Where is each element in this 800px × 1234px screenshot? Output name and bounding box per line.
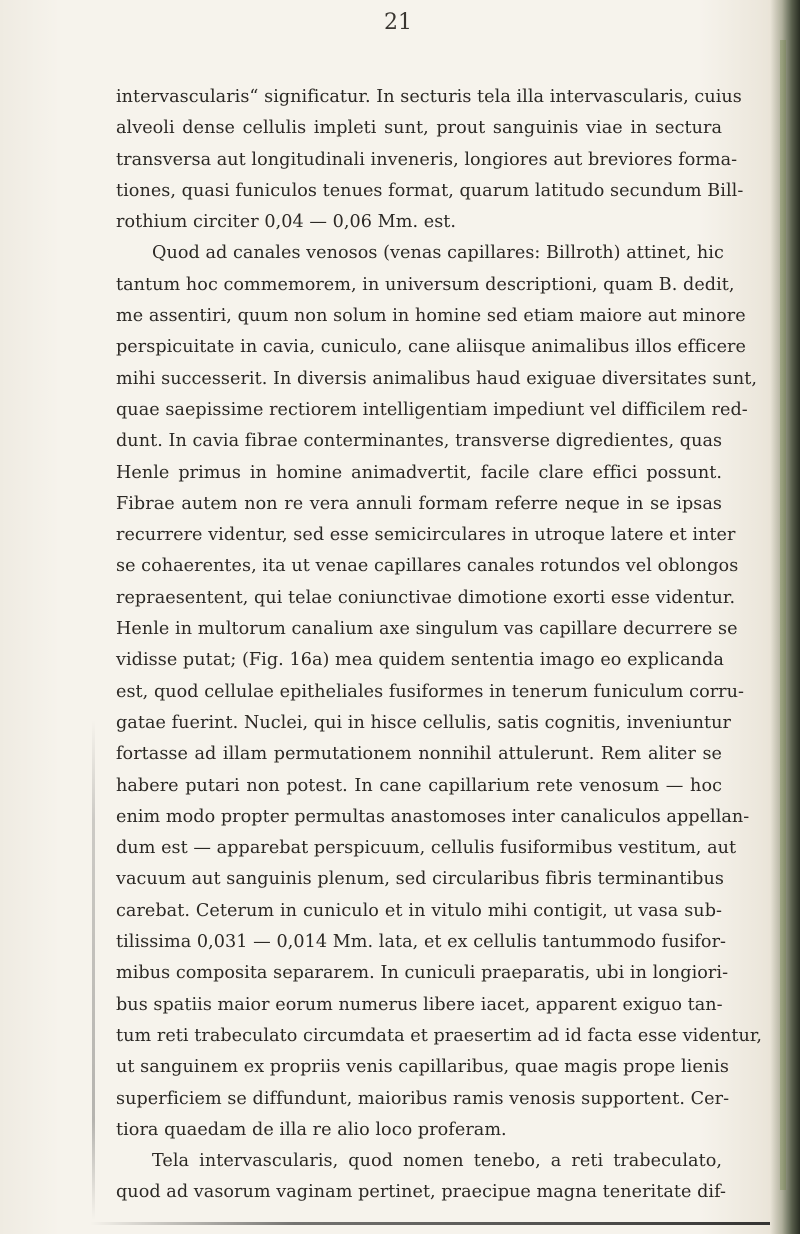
text-line: repraesentent, qui telae coniunctivae dimotione exorti esse videntur. <box>116 587 736 608</box>
bottom-edge-shadow <box>90 1222 770 1225</box>
text-line: tum reti trabeculato circumdata et praesertim ad id facta esse videntur, <box>116 1025 763 1046</box>
text-line: mihi successerit. In diversis animalibus haud exiguae diversitates sunt, <box>116 368 757 389</box>
text-line: mibus composita separarem. In cuniculi praeparatis, ubi in longiori- <box>116 963 729 984</box>
binding-edge-tint <box>780 40 786 1190</box>
text-line: tiones, quasi funiculos tenues format, quarum latitudo secundum Bill- <box>116 180 744 201</box>
margin-shadow <box>92 720 95 1220</box>
text-line: me assentiri, quum non solum in homine sed etiam maiore aut minore <box>116 306 746 327</box>
text-line: perspicuitate in cavia, cuniculo, cane aliisque animalibus illos efficere <box>116 337 746 358</box>
text-line: dunt. In cavia fibrae conterminantes, transverse digredientes, quas <box>116 431 723 452</box>
text-line: rothium circiter 0,04 — 0,06 Mm. est. <box>116 212 457 233</box>
text-line: quod ad vasorum vaginam pertinet, praecipue magna teneritate dif- <box>116 1182 727 1203</box>
text-line: recurrere videntur, sed esse semicirculares in utroque latere et inter <box>116 525 736 546</box>
text-line: superficiem se diffundunt, maioribus ramis venosis supportent. Cer- <box>116 1088 730 1109</box>
text-line: ut sanguinem ex propriis venis capillaribus, quae magis prope lienis <box>116 1057 729 1078</box>
text-line: fortasse ad illam permutationem nonnihil attulerunt. Rem aliter se <box>116 744 722 765</box>
text-line: se cohaerentes, ita ut venae capillares canales rotundos vel oblongos <box>116 556 739 577</box>
binding-edge <box>770 0 800 1234</box>
text-line: tilissima 0,031 — 0,014 Mm. lata, et ex cellulis tantummodo fusifor- <box>116 932 727 953</box>
text-line: alveoli dense cellulis impleti sunt, prout sanguinis viae in sectura <box>116 118 722 139</box>
page-number: 21 <box>384 10 412 35</box>
text-line: Fibrae autem non re vera annuli formam referre neque in se ipsas <box>116 493 722 514</box>
text-line: tantum hoc commemorem, in universum descriptioni, quam B. dedit, <box>116 274 735 295</box>
text-line: enim modo propter permultas anastomoses inter canaliculos appellan- <box>116 806 750 827</box>
text-line: carebat. Ceterum in cuniculo et in vitulo mihi contigit, ut vasa sub- <box>116 900 722 921</box>
paragraph-start-line: Tela intervascularis, quod nomen tenebo, a reti trabeculato, <box>152 1151 722 1172</box>
text-line: Henle primus in homine animadvertit, facile clare effici possunt. <box>116 462 722 483</box>
text-line: est, quod cellulae epitheliales fusiformes in tenerum funiculum corru- <box>116 681 745 702</box>
text-line: quae saepissime rectiorem intelligentiam impediunt vel difficilem red- <box>116 399 748 420</box>
text-line: habere putari non potest. In cane capillarium rete venosum — hoc <box>116 775 722 796</box>
text-line: dum est — apparebat perspicuum, cellulis fusiformibus vestitum, aut <box>116 838 737 859</box>
text-line: bus spatiis maior eorum numerus libere iacet, apparent exiguo tan- <box>116 994 723 1015</box>
body-text <box>116 82 763 1209</box>
text-line: Henle in multorum canalium axe singulum vas capillare decurrere se <box>116 619 738 640</box>
text-line: tiora quaedam de illa re alio loco proferam. <box>116 1119 507 1140</box>
text-line: gatae fuerint. Nuclei, qui in hisce cellulis, satis cognitis, inveniuntur <box>116 712 731 733</box>
text-line: transversa aut longitudinali inveneris, longiores aut breviores forma- <box>116 149 738 170</box>
text-line: vacuum aut sanguinis plenum, sed circularibus fibris terminantibus <box>116 869 724 890</box>
text-line: intervascularis“ significatur. In secturis tela illa intervascularis, cuius <box>116 87 742 107</box>
text-line: vidisse putat; (Fig. 16a) mea quidem sententia imago eo explicanda <box>116 650 724 671</box>
paragraph-start-line: Quod ad canales venosos (venas capillares: Billroth) attinet, hic <box>152 243 724 264</box>
